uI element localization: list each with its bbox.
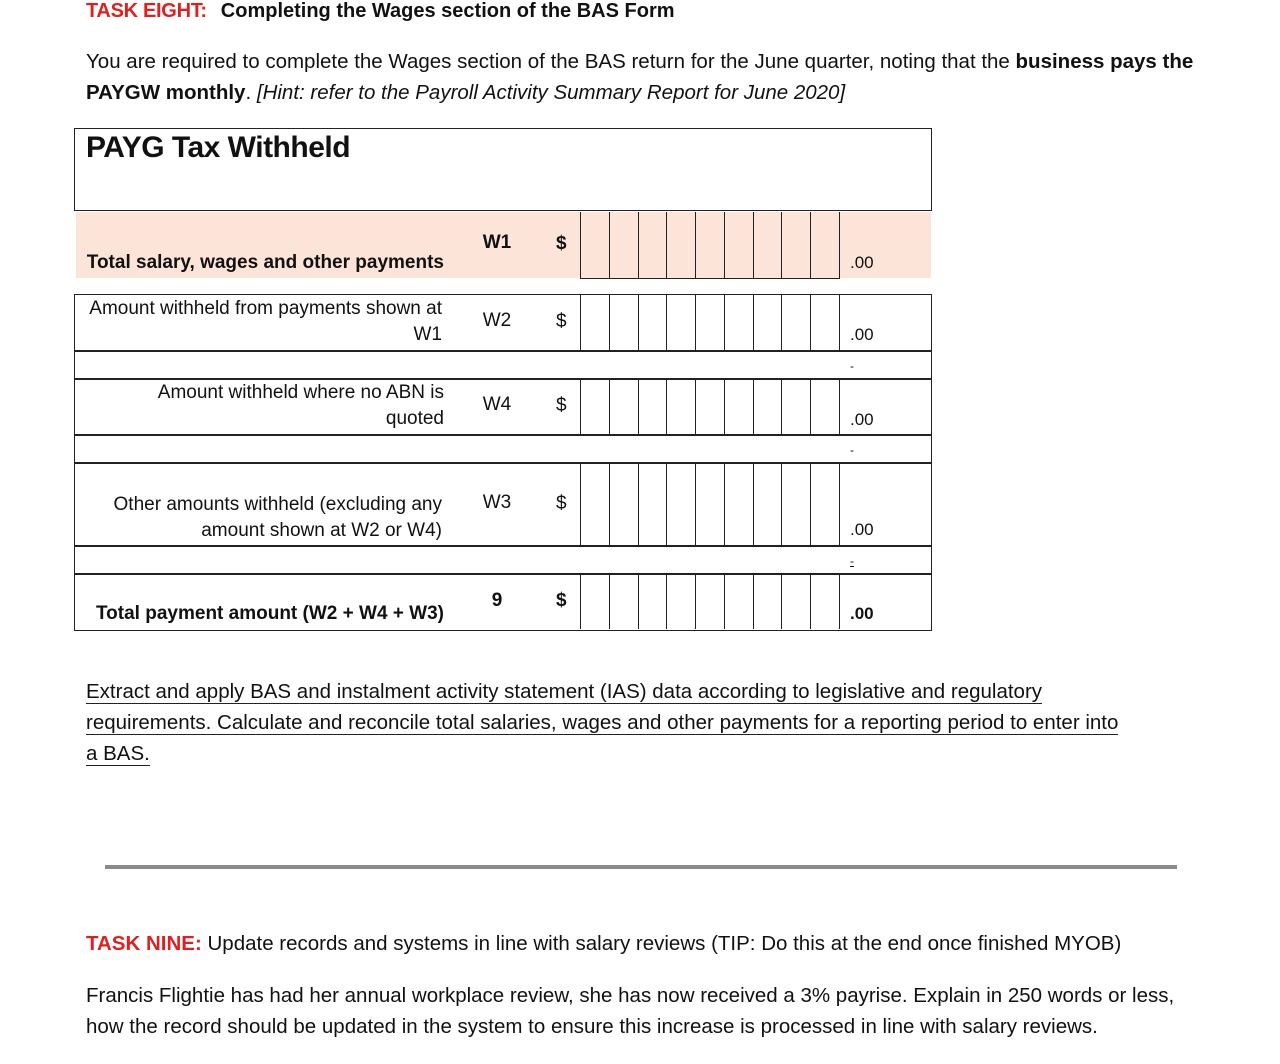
w3-digit-cells[interactable] (580, 462, 840, 545)
task8-body-bold: business pays the PAYGW monthly (86, 50, 1194, 104)
task8-instructions (86, 46, 1196, 108)
w1-label: Total salary, wages and other payments (86, 252, 444, 273)
w3-label: Other amounts withheld (excluding any amount shown at W2 or W4) (113, 494, 442, 541)
w2-dollar: $ (556, 311, 567, 332)
total-code: 9 (491, 590, 503, 611)
objective-line1: Extract and apply BAS and instalment activity statement (IAS) data according to legislative and regulatory (86, 680, 1043, 703)
objective-line3: a BAS. (86, 742, 150, 765)
w2-label: Amount withheld from payments shown at W1 (89, 298, 442, 345)
task9-label: TASK NINE (86, 932, 195, 955)
objective-text (86, 676, 1196, 769)
w2-code: W2 (482, 310, 512, 331)
spacer-row-2 (74, 434, 932, 464)
spacer-row-1 (74, 350, 932, 380)
total-cents: .00 (850, 604, 874, 623)
task8-hint: [Hint: refer to the Payroll Activity Summary Report for June 2020] (256, 81, 846, 104)
spacer-dash-1: - (850, 359, 854, 373)
w4-code: W4 (482, 394, 512, 415)
w1-digit-cells[interactable] (580, 212, 840, 279)
w4-dollar: $ (556, 395, 567, 416)
w4-digit-cells[interactable] (580, 378, 840, 434)
w2-digit-cells[interactable] (580, 294, 840, 350)
total-dollar: $ (556, 590, 567, 611)
task9-title: Update records and systems in line with salary reviews (TIP: Do this at the end once finished MYOB) (201, 932, 1122, 955)
w3-cents: .00 (850, 520, 874, 539)
objective-line2: requirements. Calculate and reconcile total salaries, wages and other payments for a reporting period to enter into (86, 711, 1119, 734)
w3-dollar: $ (556, 493, 567, 514)
w2-cents: .00 (850, 325, 874, 344)
w1-dollar: $ (556, 233, 567, 254)
task8-body-part2: . (245, 81, 257, 104)
task9-colon: : (194, 932, 202, 955)
task8-heading (86, 0, 675, 23)
w4-label: Amount withheld where no ABN is quoted (157, 382, 444, 429)
w3-code: W3 (482, 492, 512, 513)
task9-heading (86, 932, 1121, 956)
w1-cents: .00 (850, 253, 874, 272)
spacer-dash-2: - (850, 443, 854, 457)
total-label: Total payment amount (W2 + W4 + W3) (95, 603, 444, 624)
task8-title: Completing the Wages section of the BAS Form (220, 0, 675, 22)
total-digit-cells[interactable] (580, 573, 840, 629)
w1-code: W1 (482, 232, 512, 253)
task9-instructions: Francis Flightie has had her annual workplace review, she has now received a 3% payrise. Explain in 250 words or less, how the record should be updated in the system to ensure this increase is processed in line with salary reviews. (86, 984, 1175, 1038)
spacer-row-3 (74, 545, 932, 575)
task8-label: TASK EIGHT: (86, 0, 207, 22)
horizontal-rule (105, 865, 1177, 869)
w4-cents: .00 (850, 410, 874, 429)
task8-body-part1: You are required to complete the Wages section of the BAS return for the June quarter, noting that the (86, 50, 1016, 73)
spacer-dash-3: - (850, 554, 854, 568)
payg-form-title: PAYG Tax Withheld (86, 131, 351, 164)
